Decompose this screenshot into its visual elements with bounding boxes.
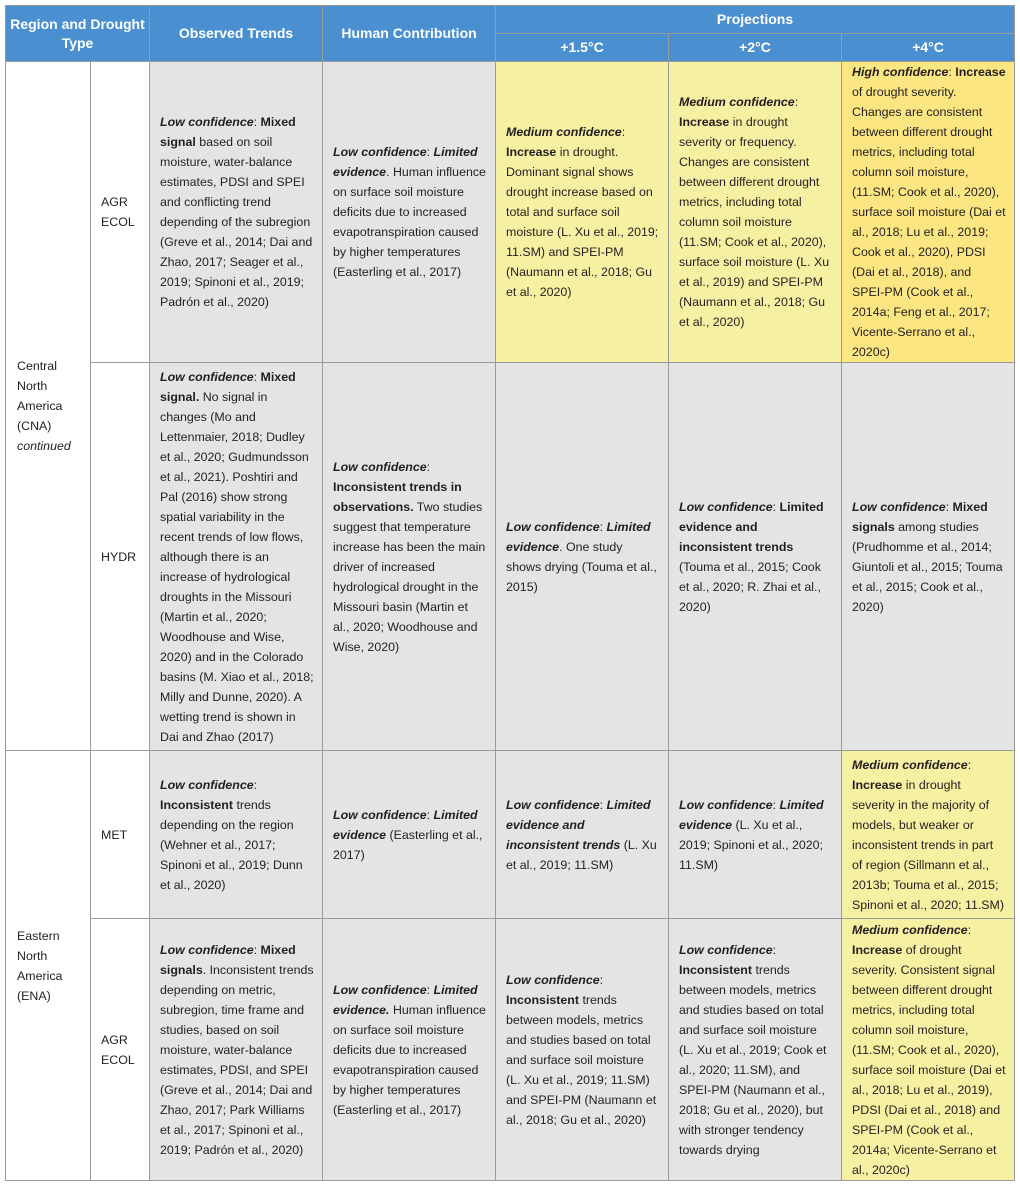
ena-agr-human <box>323 919 496 1181</box>
ena-met-proj-4c <box>842 751 1015 919</box>
cna-hydr-observed <box>150 363 323 751</box>
ena-agr-observed <box>150 919 323 1181</box>
drought-type-agr-ecol: AGR ECOL <box>91 62 150 363</box>
cell-text-run: : <box>253 942 261 957</box>
cell-text-run: : <box>772 499 780 514</box>
drought-type-agr-ecol-ena: AGR ECOL <box>91 919 150 1181</box>
cell-text-run: Low confidence <box>679 797 773 812</box>
cell-text-run: Mixed signals <box>160 942 296 977</box>
cell-text-run: : <box>772 797 780 812</box>
cell-text-run: Low confidence <box>506 972 600 987</box>
cna-hydr-proj-1-5c <box>496 363 669 751</box>
cell-text-run: (L. Xu et al., 2019; Spinoni et al., 2020; 11.SM) <box>679 817 823 872</box>
cell-text-run: trends depending on the region (Wehner et al., 2017; Spinoni et al., 2019; Dunn et al., 2020) <box>160 797 303 892</box>
cell-text-run: Low confidence <box>160 777 254 792</box>
header-observed-trends: Observed Trends <box>150 6 323 62</box>
cell-text-run: Limited evidence <box>679 797 824 832</box>
cell-text-run: Limited evidence and inconsistent trends <box>506 797 651 852</box>
cell-text-run: Limited evidence <box>333 807 478 842</box>
cna-agr-observed <box>150 62 323 363</box>
ena-met-human <box>323 751 496 919</box>
cell-text-run: Mixed signal. <box>160 369 296 404</box>
cell-text-run: Medium confidence <box>852 922 968 937</box>
cna-agr-human <box>323 62 496 363</box>
header-projections: Projections <box>496 6 1015 34</box>
ena-met-proj-2c <box>669 751 842 919</box>
header-plus-2c: +2°C <box>669 34 842 62</box>
cell-text-run: in drought. Dominant signal shows drought increase based on total and surface soil moisture (L. Xu et al., 2019; 11.SM) and SPEI-PM (Naumann et al., 2018; Gu et al., 2020) <box>506 145 659 299</box>
cell-text-run: based on soil moisture, water-balance estimates, PDSI and SPEI and conflicting trend depending of the subregion (Greve et al., 2014; Dai and Zhao, 2017; Seager et al., 2019; Spinoni et al., 2019; Padrón et al., 2020) <box>160 135 313 309</box>
cell-text-run: Mixed signals <box>852 499 988 534</box>
cell-text-run: Human influence on surface soil moisture deficits due to increased evapotranspiration caused by higher temperatures (Easterling et al., 2017) <box>333 1002 486 1117</box>
cell-text-run: Low confidence <box>333 807 427 822</box>
cell-text-run: : <box>967 757 972 772</box>
cell-text-run: . One study shows drying (Touma et al., 2015) <box>506 539 657 594</box>
cell-text-run: : <box>426 807 434 822</box>
cell-text-run: : <box>426 982 434 997</box>
cell-text-run: : <box>967 922 972 937</box>
cell-text-run: Low confidence <box>333 145 427 159</box>
cell-text-run: : <box>945 499 953 514</box>
drought-assessment-table <box>5 5 1015 1181</box>
cell-text-run: Limited evidence. <box>333 982 478 1017</box>
cell-text-run: : <box>253 777 258 792</box>
ena-agr-proj-1-5c <box>496 919 669 1181</box>
cell-text-run: Inconsistent trends in observations. <box>333 479 462 514</box>
cell-text-run: Low confidence <box>679 942 773 957</box>
region-ena-label: Eastern North America (ENA) <box>17 928 63 1003</box>
cell-text-run: Low confidence <box>679 499 773 514</box>
cell-text-run: : <box>599 972 604 987</box>
table-row <box>6 363 1015 751</box>
cell-text-run: . Inconsistent trends depending on metric, subregion, time frame and studies, based on soil moisture, water-balance estimates, PDSI, and SPEI (Greve et al., 2014; Dai and Zhao, 2017; Park Williams et al., 2017; Spinoni et al., 2019; Padrón et al., 2020) <box>160 962 314 1157</box>
cell-text-run: : <box>772 942 777 957</box>
cell-text-run: Low confidence <box>333 459 427 474</box>
cell-text-run: Low confidence <box>160 369 254 384</box>
header-plus-1-5c: +1.5°C <box>496 34 669 62</box>
cell-text-run: Two studies suggest that temperature increase has been the main driver of increased hydrological drought in the Missouri basin (Martin et al., 2020; Woodhouse and Wise, 2020) <box>333 499 486 654</box>
cell-text-run: High confidence <box>852 65 949 79</box>
cell-text-run: : <box>426 145 434 159</box>
cell-text-run: Increase <box>955 65 1006 79</box>
cell-text-run: in drought severity in the majority of models, but weaker or inconsistent trends in part of region (Sillmann et al., 2013b; Touma et al., 2015; Spinoni et al., 2020; 11.SM) <box>852 777 1005 912</box>
header-plus-4c: +4°C <box>842 34 1015 62</box>
cell-text-run: (Easterling et al., 2017) <box>333 827 483 862</box>
region-cna <box>6 62 91 751</box>
ena-agr-proj-4c <box>842 919 1015 1181</box>
cell-text-run: Low confidence <box>160 115 254 129</box>
cell-text-run: among studies (Prudhomme et al., 2014; Giuntoli et al., 2015; Touma et al., 2015; Cook et al., 2020) <box>852 519 1003 614</box>
cell-text-run: Low confidence <box>333 982 427 997</box>
cell-text-run: of drought severity. Consistent signal between different drought metrics, including total column soil moisture, (11.SM; Cook et al., 2020), surface soil moisture (Dai et al., 2018; Lu et al., 2019), PDSI (Dai et al., 2018) and SPEI-PM (Cook et al., 2014a; Vicente-Serrano et al., 2020c) <box>852 942 1006 1177</box>
cell-text-run: of drought severity. Changes are consistent between different drought metrics, including total column soil moisture, (11.SM; Cook et al., 2020), surface soil moisture (Dai et al., 2018; Lu et al., 2019; Cook et al., 2020), PDSI (Dai et al., 2018), and SPEI-PM (Cook et al., 2014a; Feng et al., 2017; Vicente-Serrano et al., 2020c) <box>852 85 1006 359</box>
cell-text-run: : <box>794 95 799 109</box>
table-row <box>6 919 1015 1181</box>
cell-text-run: Increase <box>506 145 557 159</box>
ena-agr-proj-2c <box>669 919 842 1181</box>
cell-text-run: Low confidence <box>506 519 600 534</box>
cell-text-run: : <box>253 369 261 384</box>
cell-text-run: Mixed signal <box>160 115 296 149</box>
table-header <box>6 6 1015 62</box>
cna-hydr-proj-2c <box>669 363 842 751</box>
region-ena <box>6 751 91 1181</box>
cell-text-run: Inconsistent <box>160 797 233 812</box>
cell-text-run: . Human influence on surface soil moisture deficits due to increased evapotranspiration caused by higher temperatures (Easterling et al., 2017) <box>333 165 486 279</box>
cell-text-run: Low confidence <box>506 797 600 812</box>
cna-agr-proj-4c <box>842 62 1015 363</box>
cell-text-run: (L. Xu et al., 2019; 11.SM) <box>506 837 657 872</box>
cell-text-run: Increase <box>852 777 903 792</box>
cell-text-run: Low confidence <box>852 499 946 514</box>
cell-text-run: in drought severity or frequency. Changes are consistent between different drought metrics, including total column soil moisture (11.SM; Cook et al., 2020), surface soil moisture (L. Xu et al., 2019) and SPEI-PM (Naumann et al., 2018; Gu et al., 2020) <box>679 115 830 329</box>
region-cna-label: Central North America (CNA) <box>17 359 63 433</box>
cell-text-run: Increase <box>679 115 730 129</box>
drought-type-hydr: HYDR <box>91 363 150 751</box>
cna-hydr-human <box>323 363 496 751</box>
cell-text-run: trends between models, metrics and studies based on total and surface soil moisture (L. Xu et al., 2019; Cook et al., 2020; 11.SM), and SPEI-PM (Naumann et al., 2018; Gu et al., 2020), but with stronger tendency towards drying <box>679 962 827 1157</box>
cell-text-run: Inconsistent <box>506 992 579 1007</box>
region-cna-continued: continued <box>17 439 71 453</box>
cell-text-run: Limited evidence <box>506 519 651 554</box>
cell-text-run: Limited evidence <box>333 145 478 179</box>
ena-met-observed <box>150 751 323 919</box>
cell-text-run: trends between models, metrics and studies based on total and surface soil moisture (L. Xu et al., 2019; 11.SM) and SPEI-PM (Naumann et al., 2018; Gu et al., 2020) <box>506 992 657 1127</box>
cell-text-run: Low confidence <box>160 942 254 957</box>
header-region-type: Region and Drought Type <box>6 6 150 62</box>
cna-agr-proj-1-5c <box>496 62 669 363</box>
cell-text-run: Medium confidence <box>852 757 968 772</box>
cell-text-run: (Touma et al., 2015; Cook et al., 2020; R. Zhai et al., 2020) <box>679 559 821 614</box>
cell-text-run: : <box>426 459 431 474</box>
ena-met-proj-1-5c <box>496 751 669 919</box>
cell-text-run: No signal in changes (Mo and Lettenmaier, 2018; Dudley et al., 2020; Gudmundsson et al., 2021). Poshtiri and Pal (2016) show strong spatial variability in the recent trends of low flows, although there is an increase of hydrological droughts in the Missouri (Martin et al., 2020; Woodhouse and Wise, 2020) and in the Colorado basins (M. Xiao et al., 2018; Milly and Dunne, 2020). A wetting trend is shown in Dai and Zhao (2017) <box>160 389 314 744</box>
cell-text-run: Increase <box>852 942 903 957</box>
header-human-contribution: Human Contribution <box>323 6 496 62</box>
cell-text-run: Limited evidence and inconsistent trends <box>679 499 824 554</box>
drought-type-met: MET <box>91 751 150 919</box>
cell-text-run: Medium confidence <box>679 95 795 109</box>
table-row <box>6 751 1015 919</box>
cell-text-run: Medium confidence <box>506 125 622 139</box>
cell-text-run: : <box>599 519 607 534</box>
table-row <box>6 62 1015 363</box>
cell-text-run: Inconsistent <box>679 962 752 977</box>
cell-text-run: : <box>621 125 626 139</box>
cna-hydr-proj-4c <box>842 363 1015 751</box>
cna-agr-proj-2c <box>669 62 842 363</box>
cell-text-run: : <box>599 797 607 812</box>
cell-text-run: : <box>948 65 956 79</box>
cell-text-run: : <box>253 115 261 129</box>
